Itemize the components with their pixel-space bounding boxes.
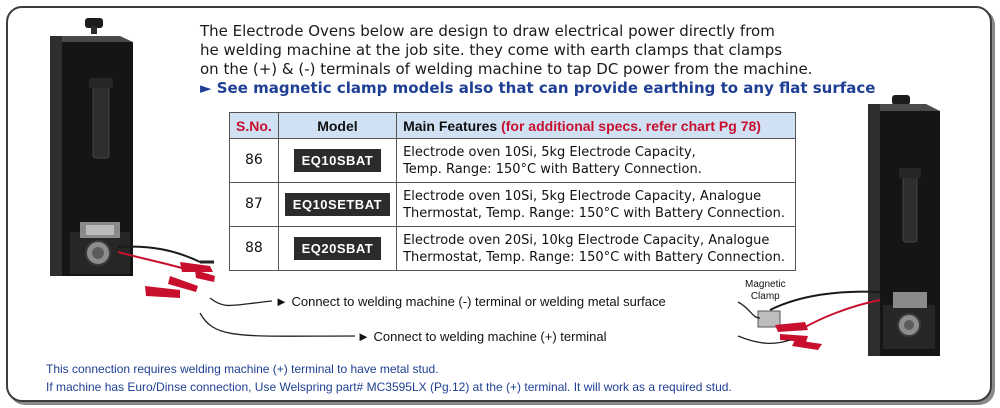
model-badge: EQ10SBAT	[294, 149, 382, 172]
row-features	[397, 227, 796, 271]
intro-line-3: on the (+) & (-) terminals of welding machine to tap DC power from the machine.	[200, 60, 813, 78]
magnetic-clamp-label	[745, 279, 786, 303]
table-row	[230, 227, 796, 271]
positive-terminal-instruction: ► Connect to welding machine (+) terminal	[357, 329, 607, 344]
row-feature-line-2: Thermostat, Temp. Range: 150°C with Battery Connection.	[403, 249, 785, 265]
row-features	[397, 183, 796, 227]
intro-line-1: The Electrode Ovens below are design to draw electrical power directly from	[200, 22, 775, 40]
header-features-note: (for additional specs. refer chart Pg 78)	[501, 117, 761, 134]
negative-terminal-instruction: ► Connect to welding machine (-) terminal or welding metal surface	[275, 294, 666, 309]
header-features-label: Main Features	[403, 117, 498, 134]
row-feature-line-1: Electrode oven 20Si, 10kg Electrode Capacity, Analogue	[403, 232, 770, 248]
intro-text	[200, 22, 876, 98]
left-oven-image	[50, 18, 133, 276]
model-badge: EQ10SETBAT	[285, 193, 390, 216]
table-row	[230, 183, 796, 227]
row-feature-line-1: Electrode oven 10Si, 5kg Electrode Capacity, Analogue	[403, 188, 762, 204]
row-feature-line-2: Temp. Range: 150°C with Battery Connection.	[403, 161, 702, 177]
table-header-row	[230, 113, 796, 139]
intro-line-2: he welding machine at the job site. they come with earth clamps that clamps	[200, 41, 783, 59]
header-sno: S.No.	[230, 113, 279, 139]
row-sno: 87	[230, 183, 279, 227]
product-spec-table	[229, 112, 796, 271]
row-model-cell	[278, 183, 396, 227]
table-row	[230, 139, 796, 183]
footer-note-2: If machine has Euro/Dinse connection, Use Welspring part# MC3595LX (Pg.12) at the (+) terminal. It will work as a required stud.	[46, 380, 732, 394]
row-features	[397, 139, 796, 183]
right-oven-image	[868, 95, 940, 356]
row-sno: 88	[230, 227, 279, 271]
row-feature-line-1: Electrode oven 10Si, 5kg Electrode Capacity,	[403, 144, 696, 160]
magnetic-clamp-label-line-2: Clamp	[750, 291, 780, 302]
footer-note-1: This connection requires welding machine (+) terminal to have metal stud.	[46, 362, 439, 376]
row-sno: 86	[230, 139, 279, 183]
row-feature-line-2: Thermostat, Temp. Range: 150°C with Battery Connection.	[403, 205, 785, 221]
row-model-cell	[278, 227, 396, 271]
magnetic-clamp-label-line-1: Magnetic	[745, 279, 786, 290]
row-model-cell	[278, 139, 396, 183]
magnetic-clamp-note-link[interactable]: ► See magnetic clamp models also that can provide earthing to any flat surface	[200, 79, 876, 97]
model-badge: EQ20SBAT	[294, 237, 382, 260]
header-features	[397, 113, 796, 139]
header-model: Model	[278, 113, 396, 139]
